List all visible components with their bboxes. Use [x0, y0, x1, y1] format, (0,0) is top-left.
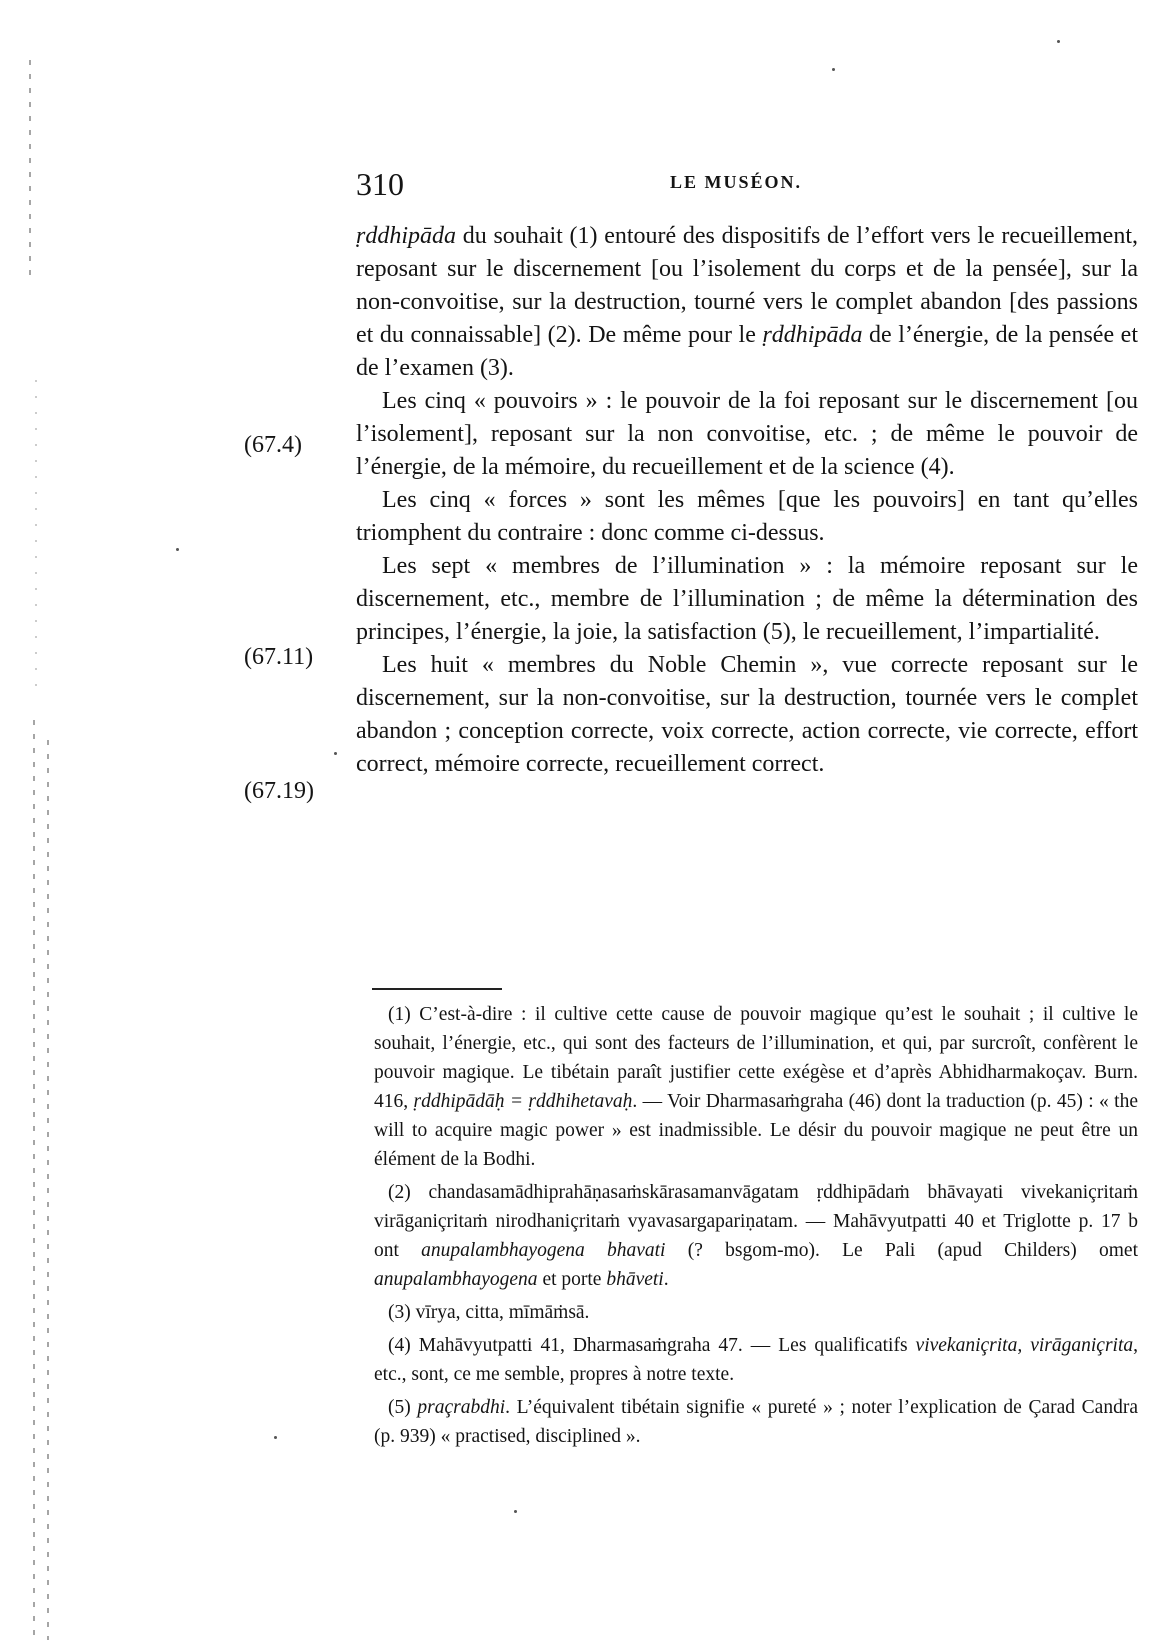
text-run: . L’équivalent tibétain signifie « pureté » ; noter l’explication de Çarad Candra (p. 939) « practised, disciplined ». — [374, 1397, 1138, 1447]
paragraph — [356, 649, 1138, 781]
italic-run: ṛddhipāda — [356, 223, 457, 249]
paragraph — [356, 484, 1138, 550]
text-run: de l’énergie, de la pensée et de l’examen (3). — [356, 322, 1138, 381]
margin-ref: (67.19) — [244, 778, 314, 804]
footnote — [374, 1000, 1138, 1174]
paragraph — [356, 550, 1138, 649]
text-run: . — Voir Dharmasaṁgraha (46) dont la traduction (p. 45) : « the will to acquire magic power » est inadmissible. Le désir du pouvoir magique ne peut être un élément de la Bodhi. — [374, 1091, 1138, 1170]
footnote — [374, 1331, 1138, 1389]
scan-speck — [1057, 40, 1060, 43]
footnote — [374, 1393, 1138, 1451]
scan-speck — [334, 752, 337, 755]
footnote — [374, 1178, 1138, 1294]
scan-speck — [274, 1436, 277, 1439]
paragraph — [356, 385, 1138, 484]
running-head: LE MUSÉON. — [670, 172, 803, 192]
page-number: 310 — [356, 166, 404, 202]
footnotes — [374, 1000, 1138, 1451]
italic-run: anupalambhayogena bhavati — [421, 1240, 666, 1261]
margin-ref: (67.4) — [244, 432, 302, 458]
italic-run: praçrabdhi — [417, 1397, 506, 1418]
text-run: . — [663, 1269, 669, 1290]
text-run: du souhait (1) entouré des dispositifs de l’effort vers le recueillement, reposant sur le discernement [ou l’isolement du corps et de la pensée], sur la non-convoitise, sur la destruction, tourné vers le complet abandon [des passions et du connaissable] (2). De même pour le — [356, 223, 1138, 348]
scan-speck — [832, 68, 835, 71]
text-run: (3) vīrya, citta, mīmāṁsā. — [388, 1302, 590, 1323]
main-text — [356, 220, 1138, 781]
italic-run: ṛddhipādāḥ = ṛddhihetavaḥ — [413, 1091, 633, 1112]
text-run: (1) C’est-à-dire : il cultive cette cause de pouvoir magique qu’est le souhait ; il cultive le souhait, l’énergie, etc., qui sont des facteurs de l’illumination, et qui, par surcroît, confèrent le pouvoir magique. Le tibétain paraît justifier cette exégèse et d’après Abhidharmakoçav. Burn. 416, — [374, 1004, 1138, 1112]
italic-run: bhāveti — [606, 1269, 664, 1290]
text-run: (? bsgom-mo). Le Pali (apud Childers) omet — [665, 1240, 1138, 1261]
text-run: Les cinq « forces » sont les mêmes [que les pouvoirs] en tant qu’elles triomphent du contraire : donc comme ci-dessus. — [356, 487, 1138, 546]
italic-run: ṛddhipāda — [762, 322, 863, 348]
scan-binding-edge — [0, 0, 70, 1644]
text-run: Les cinq « pouvoirs » : le pouvoir de la foi reposant sur le discernement [ou l’isolement], reposant sur la non convoitise, etc. ; de même le pouvoir de l’énergie, de la mémoire, du recueillement et de la science (4). — [356, 388, 1138, 480]
scan-speck — [176, 548, 179, 551]
margin-ref: (67.11) — [244, 644, 314, 670]
text-run: (5) — [388, 1397, 418, 1418]
text-run: Les huit « membres du Noble Chemin », vue correcte reposant sur le discernement, sur la non-convoitise, sur la destruction, tournée vers le complet abandon ; conception correcte, voix correcte, action correcte, vie correcte, effort correct, mémoire correcte, recueillement correct. — [356, 652, 1138, 777]
text-run: Les sept « membres de l’illumination » : la mémoire reposant sur le discernement, etc., membre de l’illumination ; de même la détermination des principes, l’énergie, la joie, la satisfaction (5), le recueillement, l’impartialité. — [356, 553, 1138, 645]
footnote — [374, 1298, 1138, 1327]
paragraph — [356, 220, 1138, 385]
text-run: , etc., sont, ce me semble, propres à notre texte. — [374, 1335, 1138, 1385]
footnote-rule — [372, 988, 502, 990]
text-run: (2) chandasamādhiprahāṇasaṁskārasamanvāgatam ṛddhipādaṁ bhāvayati vivekaniçritaṁ virāganiçritaṁ nirodhaniçritaṁ vyavasargapariṇatam. — Mahāvyutpatti 40 et Triglotte p. 17 b ont — [374, 1182, 1138, 1261]
text-run: (4) Mahāvyutpatti 41, Dharmasaṁgraha 47. — Les qualificatifs — [388, 1335, 916, 1356]
italic-run: vivekaniçrita, virāganiçrita — [915, 1335, 1134, 1356]
italic-run: anupalambhayogena — [374, 1269, 538, 1290]
text-run: et porte — [537, 1269, 607, 1290]
scan-speck — [514, 1510, 517, 1513]
